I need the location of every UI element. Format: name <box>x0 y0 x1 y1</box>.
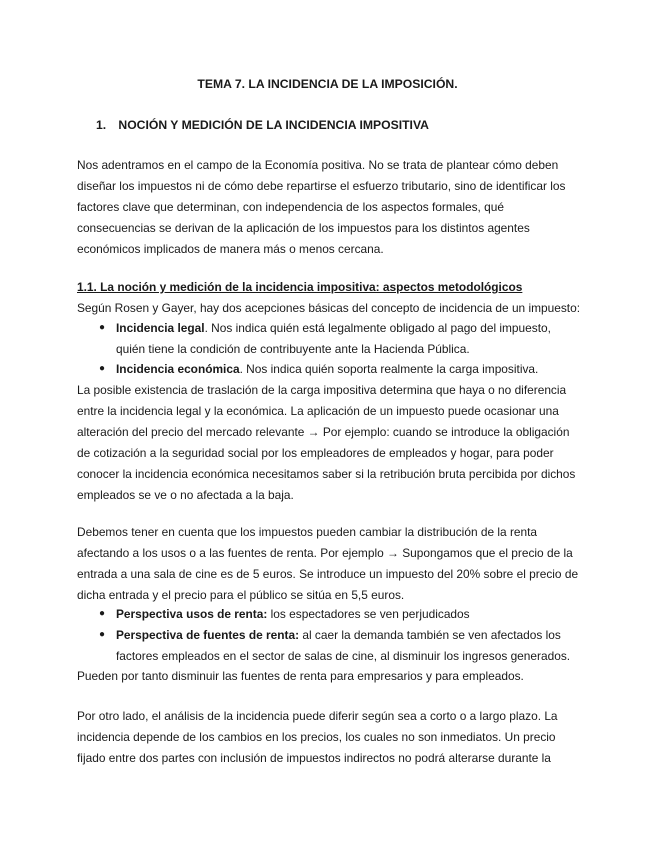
bullet-fuentes-continuation: factores empleados en el sector de salas de cine, al disminuir los ingresos generados. <box>116 649 571 663</box>
subsection-heading: 1.1. La noción y medición de la incidencia impositiva: aspectos metodológicos <box>77 280 523 294</box>
paragraph-3-line: entrada a una sala de cine es de 5 euros. Se introduce un impuesto del 20% sobre el precio de <box>77 567 579 581</box>
paragraph-2-line: de cotización a la seguridad social por los empleadores de empleados y hogar, para poder <box>77 446 554 460</box>
page-title: TEMA 7. LA INCIDENCIA DE LA IMPOSICIÓN. <box>197 77 458 91</box>
paragraph-2-line: entre la incidencia legal y la económica. La aplicación de un impuesto puede ocasionar una <box>77 404 559 418</box>
paragraph-3-line: afectando a los usos o a las fuentes de renta. Por ejemplo → Supongamos que el precio de la <box>77 546 573 560</box>
bullet-usos <box>116 607 470 621</box>
bullet-usos-label: Perspectiva usos de renta: <box>116 607 268 621</box>
section-heading <box>96 118 429 132</box>
paragraph-1-line: consecuencias se derivan de la aplicación de los impuestos para los distintos agentes <box>77 221 530 235</box>
paragraph-1-line: económicos implicados de manera más o menos cercana. <box>77 242 384 256</box>
bullet-usos-text: los espectadores se ven perjudicados <box>267 607 470 621</box>
bullet-marker: ● <box>99 322 106 333</box>
paragraph-1-line: factores clave que determinan, con independencia de los aspectos formales, qué <box>77 200 505 214</box>
paragraph-5-line: incidencia depende de los cambios en los precios, los cuales no son inmediatos. Un precio <box>77 730 556 744</box>
bullet-fuentes-text: al caer la demanda también se ven afectados los <box>299 628 561 642</box>
bullet-marker: ● <box>99 363 106 374</box>
paragraph-4: Pueden por tanto disminuir las fuentes de renta para empresarios y para empleados. <box>77 669 524 683</box>
section-title: NOCIÓN Y MEDICIÓN DE LA INCIDENCIA IMPOSITIVA <box>118 118 429 132</box>
bullet-marker: ● <box>99 608 106 619</box>
bullet-legal-text: . Nos indica quién está legalmente obligado al pago del impuesto, <box>204 321 551 335</box>
paragraph-3-line: Debemos tener en cuenta que los impuestos pueden cambiar la distribución de la renta <box>77 525 538 539</box>
intro-line: Según Rosen y Gayer, hay dos acepciones básicas del concepto de incidencia de un impuesto: <box>77 301 581 315</box>
paragraph-3-line: dicha entrada y el precio para el público se sitúa en 5,5 euros. <box>77 588 405 602</box>
section-number: 1. <box>96 118 107 132</box>
bullet-economica <box>116 362 538 376</box>
paragraph-1-line: Nos adentramos en el campo de la Economía positiva. No se trata de plantear cómo deben <box>77 158 559 172</box>
paragraph-2-line: empleados se ve o no afectada a la baja. <box>77 488 294 502</box>
paragraph-2-line: La posible existencia de traslación de la carga impositiva determina que haya o no diferencia <box>77 383 567 397</box>
bullet-economica-label: Incidencia económica <box>116 362 240 376</box>
paragraph-5-line: fijado entre dos partes con inclusión de impuestos indirectos no podrá alterarse durante la <box>77 751 551 765</box>
bullet-fuentes <box>116 628 561 642</box>
bullet-legal-continuation: quién tiene la condición de contribuyente ante la Hacienda Pública. <box>116 342 470 356</box>
bullet-fuentes-label: Perspectiva de fuentes de renta: <box>116 628 300 642</box>
paragraph-2-line: conocer la incidencia económica necesitamos saber si la retribución bruta percibida por dichos <box>77 467 576 481</box>
bullet-marker: ● <box>99 629 106 640</box>
paragraph-5-line: Por otro lado, el análisis de la incidencia puede diferir según sea a corto o a largo plazo. La <box>77 709 558 723</box>
paragraph-1-line: diseñar los impuestos ni de cómo debe repartirse el esfuerzo tributario, sino de identificar los <box>77 179 566 193</box>
paragraph-2-line: alteración del precio del mercado relevante → Por ejemplo: cuando se introduce la obligación <box>77 425 570 439</box>
bullet-legal-label: Incidencia legal <box>116 321 205 335</box>
bullet-legal <box>116 321 551 335</box>
bullet-economica-text: . Nos indica quién soporta realmente la carga impositiva. <box>239 362 539 376</box>
